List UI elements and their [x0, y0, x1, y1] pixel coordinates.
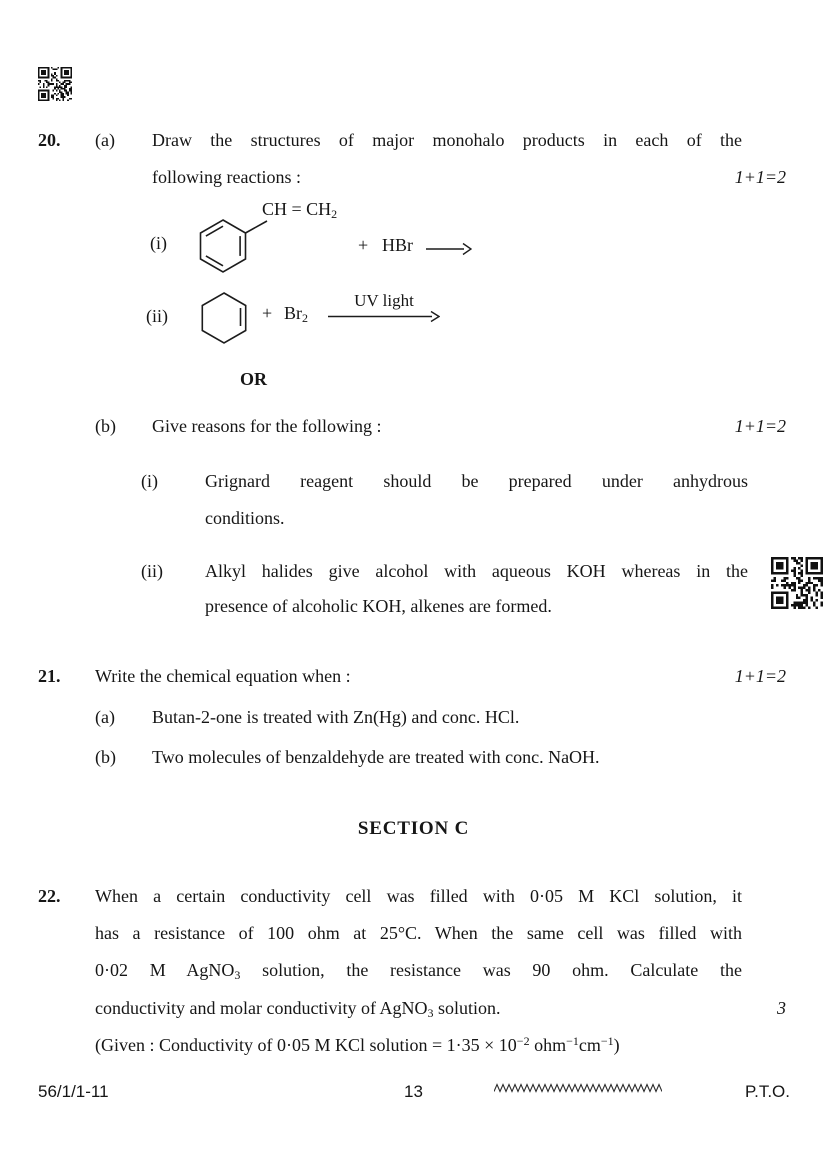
reaction-i-reagent: HBr [382, 235, 413, 255]
reaction-ii-label: (ii) [146, 306, 168, 326]
reaction-condition-label: UV light [354, 291, 414, 310]
q21-part-a-label: (a) [95, 707, 115, 727]
q22-given-line: (Given : Conductivity of 0·05 M KCl solution = $1\cdot 35 \times 10^{-2}$ $ohm^{-1}cm^{-1}$) [95, 1034, 620, 1055]
q21-text: Write the chemical equation when : [95, 666, 351, 686]
q20-b-i-line1: Grignard reagent should be prepared under anhydrous [205, 471, 748, 491]
q22-line3: 0·02 M AgNO$_3$ solution, the resistance was 90 ohm. Calculate the [95, 960, 742, 982]
q20-part-b-label: (b) [95, 416, 116, 436]
q20-part-a-label: (a) [95, 130, 115, 150]
q21-part-b-text: Two molecules of benzaldehyde are treated with conc. NaOH. [152, 747, 600, 767]
footer-page-number: 13 [404, 1082, 423, 1101]
q22-marks: 3 [777, 998, 786, 1018]
reaction-ii-reagent: $Br_2$ [284, 303, 308, 325]
footer-pto: P.T.O. [744, 1082, 790, 1101]
uv-light-arrow-group [328, 291, 440, 323]
q20-b-i-line2: conditions. [205, 508, 285, 528]
vinyl-group-formula: CH = $CH_2$ [262, 199, 338, 221]
q20-part-b-marks: 1+1=2 [734, 416, 786, 436]
q20-part-a-text-line2: following reactions : [152, 167, 301, 187]
reaction-ii-plus-sign: + [262, 303, 273, 323]
qr-code-right-icon [771, 557, 823, 609]
q20-b-i-label: (i) [141, 471, 158, 491]
cyclohexene-structure [198, 290, 250, 346]
uv-arrow-icon [328, 310, 440, 323]
reaction-i-label: (i) [150, 233, 167, 253]
q22-line4: conductivity and molar conductivity of AgNO$_3$ solution. [95, 998, 501, 1020]
q20-b-ii-label: (ii) [141, 561, 163, 581]
reaction-arrow-icon [426, 242, 472, 256]
q22-line2: has a resistance of 100 ohm at 25°C. When the same cell was filled with [95, 923, 742, 943]
or-separator: OR [240, 369, 267, 389]
question-20-number: 20. [38, 130, 61, 150]
q22-line1: When a certain conductivity cell was filled with 0·05 M KCl solution, it [95, 886, 742, 906]
footer-paper-code: 56/1/1-11 [38, 1082, 109, 1101]
q20-part-a-text-line1: Draw the structures of major monohalo products in each of the [152, 130, 742, 150]
q21-part-b-label: (b) [95, 747, 116, 767]
section-c-heading: SECTION C [357, 818, 470, 839]
q20-part-b-text: Give reasons for the following : [152, 416, 382, 436]
q20-b-ii-line2: presence of alcoholic KOH, alkenes are formed. [205, 596, 552, 616]
squiggle-line [494, 1082, 662, 1094]
q20-part-a-marks: 1+1=2 [734, 167, 786, 187]
q20-b-ii-line1: Alkyl halides give alcohol with aqueous KOH whereas in the [205, 561, 748, 581]
reaction-i-plus-sign: + [358, 235, 369, 255]
benzene-ring-structure [197, 217, 269, 275]
q21-part-a-text: Butan-2-one is treated with Zn(Hg) and conc. HCl. [152, 707, 520, 727]
question-22-number: 22. [38, 886, 61, 906]
q21-marks: 1+1=2 [734, 666, 786, 686]
question-21-number: 21. [38, 666, 61, 686]
qr-code-top-left-icon [38, 67, 72, 101]
